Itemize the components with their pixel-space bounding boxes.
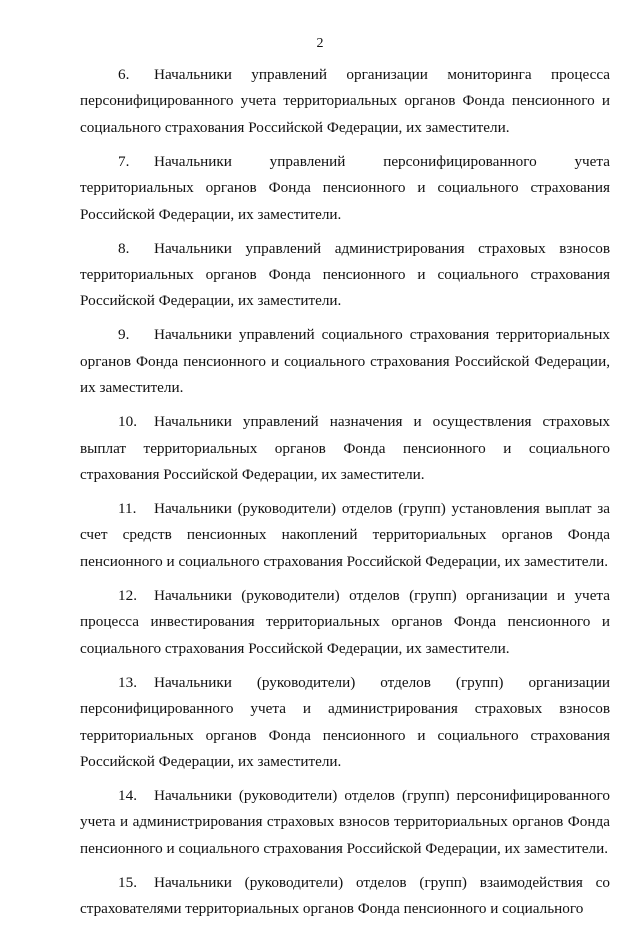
list-item [80,870,610,923]
item-text: Начальники (руководители) отделов (групп) организации персонифицированного учета и администрирования страховых взносов территориальных органов Фонда пенсионного и социального страхования Российской Федерации, их заместители. [80,673,610,770]
list-item [80,783,610,862]
item-text: Начальники (руководители) отделов (групп) персонифицированного учета и администрирования страховых взносов территориальных органов Фонда пенсионного и социального страхования Российской Федерации, их заместители. [80,786,610,857]
item-number: 9. [118,326,130,344]
page-number: 2 [316,36,324,51]
item-number: 6. [118,66,130,83]
item-number: 7. [118,152,130,170]
item-text: Начальники управлений персонифицированного учета территориальных органов Фонда пенсионного и социального страхования Российской Федерации, их заместители. [80,152,610,223]
item-number: 14. [118,786,137,804]
item-text: Начальники (руководители) отделов (групп) организации и учета процесса инвестирования территориальных органов Фонда пенсионного и социального страхования Российской Федерации, их заместители. [80,586,610,657]
list-item [80,583,610,662]
item-number: 13. [118,673,137,691]
item-text: Начальники (руководители) отделов (групп) установления выплат за счет средств пенсионных накоплений территориальных органов Фонда пенсионного и социального страхования Российской Федерации, их заместители. [80,500,610,570]
item-number: 11. [118,500,137,518]
item-text: Начальники управлений администрирования страховых взносов территориальных органов Фонда пенсионного и социального страхования Российской Федерации, их заместители. [80,239,610,310]
list-item [80,236,610,315]
item-text: Начальники управлений организации мониторинга процесса персонифицированного учета территориальных органов Фонда пенсионного и социального страхования Российской Федерации, их заместители. [80,66,610,136]
item-number: 8. [118,239,130,257]
list-item [80,670,610,776]
list-item [80,322,610,401]
item-number: 10. [118,413,137,431]
list-item [80,149,610,228]
item-number: 15. [118,873,137,891]
item-text: Начальники управлений назначения и осуществления страховых выплат территориальных органов Фонда пенсионного и социального страхования Российской Федерации, их заместители. [80,413,610,484]
item-text: Начальники управлений социального страхования территориальных органов Фонда пенсионного и социального страхования Российской Федерации, их заместители. [80,326,610,397]
list-item [80,409,610,488]
item-number: 12. [118,586,137,604]
list-item [80,62,610,141]
document-body [80,62,610,930]
list-item [80,496,610,575]
item-text: Начальники (руководители) отделов (групп) взаимодействия со страхователями территориальных органов Фонда пенсионного и социального [80,873,610,918]
